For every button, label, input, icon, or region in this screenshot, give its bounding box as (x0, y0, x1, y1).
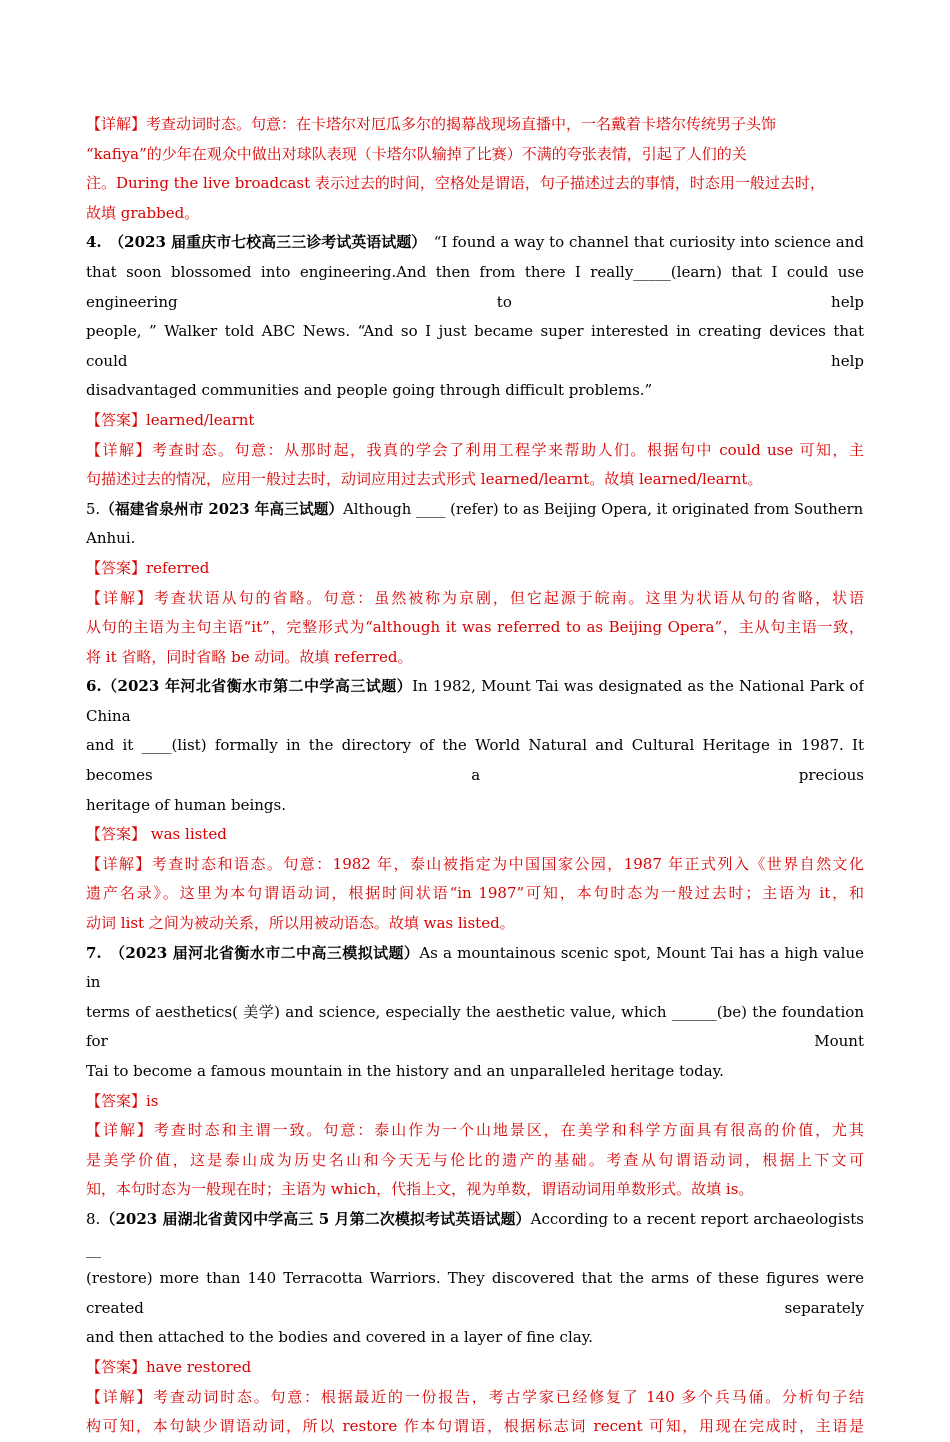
question-text: In 1982, Mount Tai was designated as the National Park of China (86, 677, 864, 725)
answer-text: 句描述过去的情况，应用一般过去时，动词应用过去式形式 learned/learnt。故填 learned/learnt。 (86, 470, 763, 489)
text-line (86, 731, 864, 790)
text-line (86, 998, 864, 1057)
text-line (86, 1087, 864, 1117)
answer-text: 【答案】referred (86, 558, 210, 577)
answer-text: 【详解】考查时态和主谓一致。句意：泰山作为一个山地景区，在美学和科学方面具有很高的价值，尤其 (86, 1121, 864, 1140)
answer-text: 知，本句时态为一般现在时；主语为 which，代指上文，视为单数，谓语动词用单数形式。故填 is。 (86, 1180, 754, 1199)
answer-text: 动词 list 之间为被动关系，所以用被动语态。故填 was listed。 (86, 914, 515, 933)
text-line (86, 1412, 864, 1442)
answer-text: 【详解】考查状语从句的省略。句意：虽然被称为京剧，但它起源于皖南。这里为状语从句的省略，状语 (86, 588, 864, 607)
text-line (86, 199, 864, 229)
text-line (86, 820, 864, 850)
question-text: Tai to become a famous mountain in the history and an unparalleled heritage today. (86, 1062, 724, 1080)
question-source: 6.（2023 年河北省衡水市第二中学高三试题） (86, 677, 413, 696)
text-line (86, 554, 864, 584)
text-line (86, 169, 864, 199)
answer-text: 故填 grabbed。 (86, 203, 200, 222)
question-text: Although ____ (refer) to as Beijing Opera, it originated from Southern (343, 500, 864, 518)
text-line (86, 1353, 864, 1383)
text-line (86, 909, 864, 939)
answer-text: 将 it 省略，同时省略 be 动词。故填 referred。 (86, 647, 413, 666)
question-text: “I found a way to channel that curiosity into science and (418, 233, 864, 252)
answer-text: 构可知，本句缺少谓语动词，所以 restore 作本句谓语，根据标志词 recent 可知，用现在完成时，主语是 (86, 1417, 864, 1436)
text-line (86, 939, 864, 998)
text-line (86, 1146, 864, 1176)
document-page (86, 110, 864, 1442)
answer-text: 遗产名录》。这里为本句谓语动词，根据时间状语“in 1987”可知，本句时态为一般过去时；主语为 it，和 (86, 884, 864, 903)
text-line (86, 258, 864, 317)
answer-text: 【答案】 was listed (86, 825, 227, 844)
text-line (86, 524, 864, 554)
text-line (86, 1264, 864, 1323)
question-text: (restore) more than 140 Terracotta Warriors. They discovered that the arms of these figures were created separately (86, 1269, 864, 1317)
text-line (86, 110, 864, 140)
answer-text: “kafiya”的少年在观众中做出对球队表现（卡塔尔队输掉了比赛）不满的夸张表情，引起了人们的关 (86, 144, 747, 163)
answer-text: 【详解】考查动词时态。句意：在卡塔尔对厄瓜多尔的揭幕战现场直播中，一名戴着卡塔尔传统男子头饰 (86, 115, 777, 133)
question-source: （2023 届湖北省黄冈中学高三 5 月第二次模拟考试英语试题） (100, 1209, 531, 1228)
answer-text: 【答案】have restored (86, 1357, 252, 1376)
answer-text: 【详解】考查时态。句意：从那时起，我真的学会了利用工程学来帮助人们。根据句中 could use 可知，主 (86, 440, 864, 459)
text-line (86, 1116, 864, 1146)
text-line (86, 317, 864, 376)
text-line (86, 140, 864, 170)
question-text: that soon blossomed into engineering.And then from there I really_____(learn) that I could use engineering to help (86, 262, 864, 311)
question-text: 5. (86, 500, 101, 518)
question-text: and it ____(list) formally in the directory of the World Natural and Cultural Heritage in 1987. It becomes a precious (86, 736, 864, 785)
question-text: disadvantaged communities and people going through difficult problems.” (86, 381, 653, 400)
text-line (86, 495, 864, 525)
text-line (86, 879, 864, 909)
answer-text: 是美学价值，这是泰山成为历史名山和今天无与伦比的遗产的基础。考查从句谓语动词，根据上下文可 (86, 1150, 864, 1169)
question-text: and then attached to the bodies and covered in a layer of fine clay. (86, 1328, 593, 1347)
text-line (86, 1383, 864, 1413)
question-source: （福建省泉州市 2023 年高三试题） (100, 500, 344, 518)
question-source: 7. （2023 届河北省衡水市二中高三模拟试题） (86, 943, 420, 962)
answer-text: 注。During the live broadcast 表示过去的时间，空格处是谓语，句子描述过去的事情，时态用一般过去时， (86, 174, 825, 193)
question-text: 8. (86, 1209, 101, 1228)
question-text: people, ” Walker told ABC News. “And so I just became super interested in creating devices that could help (86, 322, 864, 370)
text-line (86, 436, 864, 466)
answer-text: 【详解】考查动词时态。句意：根据最近的一份报告，考古学家已经修复了 140 多个兵马俑。分析句子结 (86, 1387, 864, 1406)
text-line (86, 376, 864, 406)
question-source: 4. （2023 届重庆市七校高三三诊考试英语试题） (86, 233, 419, 252)
text-line (86, 643, 864, 673)
text-line (86, 850, 864, 880)
text-line (86, 613, 864, 643)
text-line (86, 584, 864, 614)
question-text: As a mountainous scenic spot, Mount Tai has a high value in (86, 943, 864, 992)
text-line (86, 1057, 864, 1087)
question-text: terms of aesthetics( 美学) and science, especially the aesthetic value, which ______(be) the foundation for Mount (86, 1002, 864, 1051)
answer-text: 【答案】learned/learnt (86, 410, 255, 429)
answer-text: 【详解】考查时态和语态。句意：1982 年，泰山被指定为中国国家公园，1987 年正式列入《世界自然文化 (86, 854, 864, 873)
text-line (86, 791, 864, 821)
text-line (86, 1323, 864, 1353)
text-line (86, 465, 864, 495)
question-text: heritage of human beings. (86, 795, 286, 814)
text-line (86, 1175, 864, 1205)
question-text: According to a recent report archaeologists __ (86, 1209, 864, 1258)
answer-text: 从句的主语为主句主语“it”，完整形式为“although it was referred to as Beijing Opera”，主从句主语一致， (86, 618, 864, 637)
question-text: Anhui. (86, 529, 136, 548)
text-line (86, 672, 864, 731)
answer-text: 【答案】is (86, 1091, 159, 1110)
text-line (86, 228, 864, 258)
text-line (86, 406, 864, 436)
text-line (86, 1205, 864, 1264)
